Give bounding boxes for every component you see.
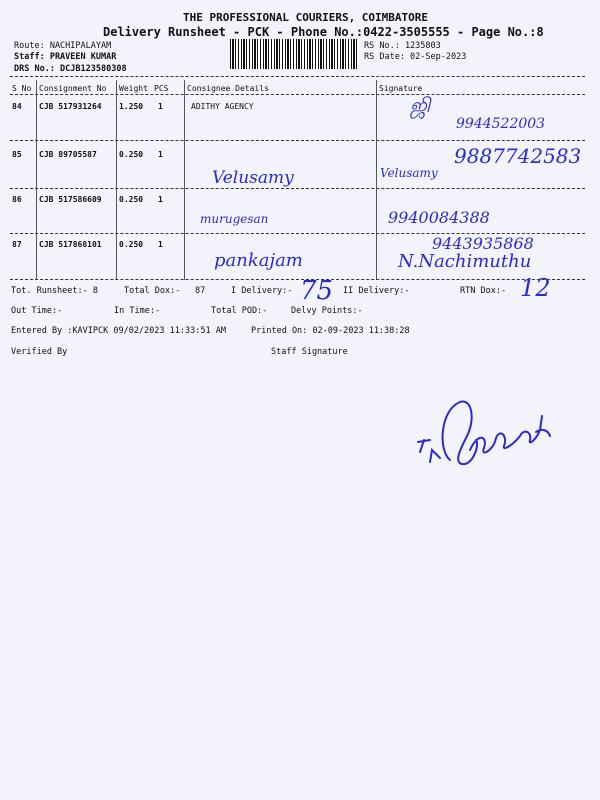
i-delivery-value: 75 (300, 276, 334, 306)
table-row-pcs: 1 (158, 150, 163, 159)
recipient-phone: 9443935868 (432, 234, 534, 253)
table-row-consignment: CJB 517868101 (39, 240, 102, 249)
rs-number: RS No.: 1235803 (364, 41, 441, 51)
drs-label: DRS No.: DCJB123580308 (14, 64, 127, 74)
table-row-weight: 0.250 (119, 195, 144, 204)
out-time-label: Out Time:- (11, 306, 63, 316)
recipient-phone: 9887742583 (454, 144, 582, 168)
printed-on: Printed On: 02-09-2023 11:38:28 (251, 326, 410, 336)
entered-by: Entered By :KAVIPCK 09/02/2023 11:33:51 AM (11, 326, 226, 336)
total-dox-value: 87 (195, 286, 206, 296)
staff-signature (410, 390, 570, 480)
delvy-points-label: Delvy Points:- (291, 306, 363, 316)
table-row-sno: 85 (12, 150, 22, 159)
recipient-signature: N.Nachimuthu (398, 251, 532, 272)
company-name: THE PROFESSIONAL COURIERS, COIMBATORE (183, 11, 429, 24)
column-header-consignee: Consignee Details (187, 84, 269, 93)
column-divider (116, 80, 117, 280)
recipient-signature: Velusamy (380, 166, 438, 180)
column-divider (376, 80, 377, 280)
column-divider (36, 80, 37, 280)
recipient-signature: ஜி (410, 93, 431, 117)
recipient-phone: 9940084388 (388, 208, 490, 227)
row-rule (10, 188, 585, 189)
column-divider (184, 80, 185, 280)
column-header-weight: Weight (119, 84, 148, 93)
runsheet-title: Delivery Runsheet - PCK - Phone No.:0422-3505555 - Page No.:8 (103, 25, 544, 39)
column-header-pcs: PCS (154, 84, 169, 93)
table-top-rule (10, 76, 585, 77)
rtn-dox-value: 12 (520, 274, 551, 302)
table-row-consignment: CJB 517586609 (39, 195, 102, 204)
table-row-consignee: ADITHY AGENCY (191, 102, 254, 111)
table-row-weight: 0.250 (119, 240, 144, 249)
table-row-weight: 0.250 (119, 150, 144, 159)
row-rule (10, 140, 585, 141)
recipient-name-handwritten: murugesan (200, 212, 269, 226)
table-row-sno: 86 (12, 195, 22, 204)
recipient-name-handwritten: Velusamy (212, 168, 294, 188)
column-header-sno: S No (12, 84, 32, 93)
table-row-consignment: CJB 517931264 (39, 102, 102, 111)
rs-date: RS Date: 02-Sep-2023 (364, 52, 467, 62)
table-row-sno: 84 (12, 102, 22, 111)
staff-signature-label: Staff Signature (271, 347, 348, 357)
total-dox-label: Total Dox:- (124, 286, 181, 296)
in-time-label: In Time:- (114, 306, 161, 316)
table-row-sno: 87 (12, 240, 22, 249)
table-header-rule (10, 94, 585, 95)
column-header-signature: Signature (379, 84, 423, 93)
recipient-phone: 9944522003 (456, 116, 546, 132)
verified-by-label: Verified By (11, 347, 68, 357)
rtn-dox-label: RTN Dox:- (460, 286, 507, 296)
column-header-consignment: Consignment No (39, 84, 107, 93)
table-row-weight: 1.250 (119, 102, 144, 111)
table-row-pcs: 1 (158, 102, 163, 111)
total-pod-label: Total POD:- (211, 306, 268, 316)
total-runsheet: Tot. Runsheet:- 8 (11, 286, 98, 296)
table-row-consignment: CJB 89705587 (39, 150, 97, 159)
ii-delivery-label: II Delivery:- (343, 286, 410, 296)
barcode (230, 39, 358, 69)
route-label: Route: NACHIPALAYAM (14, 41, 112, 51)
recipient-name-handwritten: pankajam (214, 250, 303, 271)
table-bottom-rule (10, 279, 585, 280)
i-delivery-label: I Delivery:- (231, 286, 293, 296)
table-row-pcs: 1 (158, 195, 163, 204)
staff-label: Staff: PRAVEEN KUMAR (14, 52, 117, 62)
table-row-pcs: 1 (158, 240, 163, 249)
